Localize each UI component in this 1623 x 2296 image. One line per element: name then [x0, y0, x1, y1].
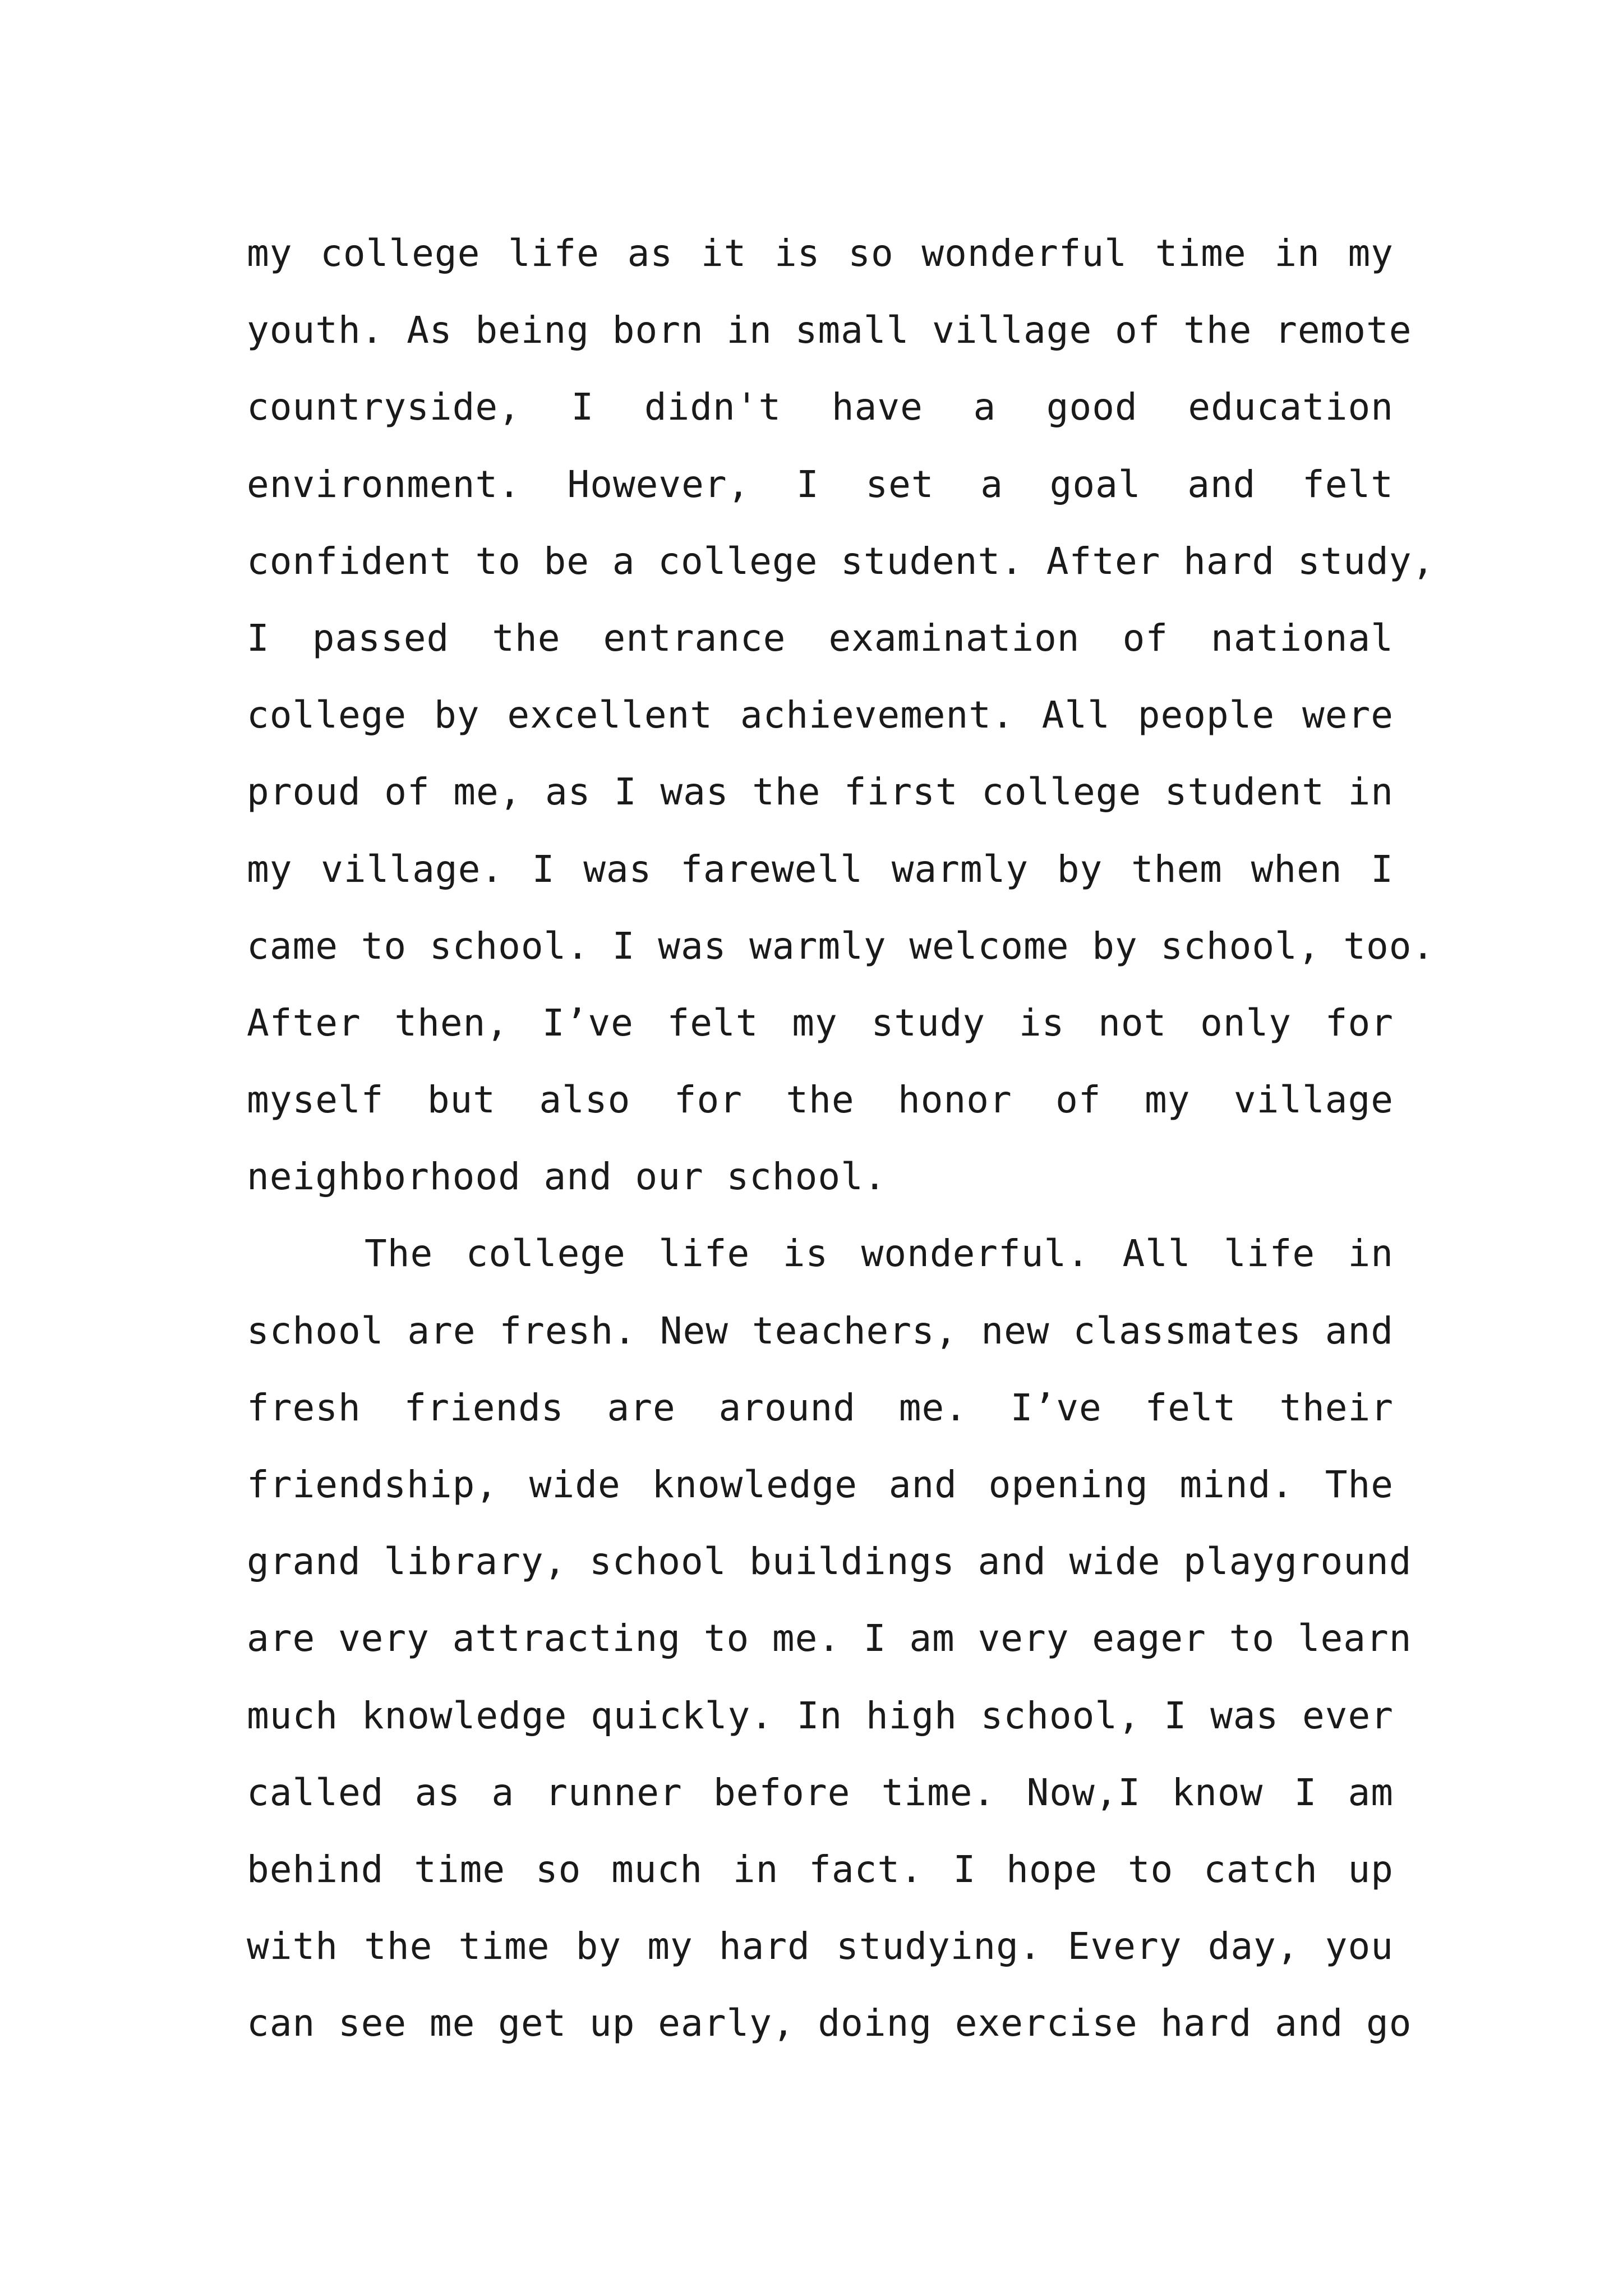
text-line: called as a runner before time. Now,I know I am: [247, 1770, 1394, 1814]
text-line: my college life as it is so wonderful time in my: [247, 232, 1394, 275]
text-line: countryside, I didn't have a good education: [247, 385, 1394, 429]
text-line: I passed the entrance examination of national: [247, 616, 1394, 660]
text-line: my village. I was farewell warmly by them when I: [247, 847, 1394, 891]
text-line: came to school. I was warmly welcome by school, too.: [247, 924, 1435, 968]
text-line: can see me get up early, doing exercise hard and go: [247, 2001, 1412, 2045]
text-line: The college life is wonderful. All life in: [365, 1232, 1394, 1276]
text-line: proud of me, as I was the first college student in: [247, 770, 1394, 814]
text-line: neighborhood and our school.: [247, 1155, 887, 1199]
text-line: are very attracting to me. I am very eager to learn: [247, 1617, 1412, 1660]
text-line: school are fresh. New teachers, new classmates and: [247, 1309, 1394, 1352]
text-line: much knowledge quickly. In high school, I was ever: [247, 1694, 1394, 1737]
text-line: fresh friends are around me. I’ve felt their: [247, 1386, 1394, 1429]
text-line: friendship, wide knowledge and opening mind. The: [247, 1463, 1394, 1506]
text-line: environment. However, I set a goal and felt: [247, 462, 1394, 506]
text-line: college by excellent achievement. All people were: [247, 693, 1394, 737]
text-line: myself but also for the honor of my village: [247, 1078, 1394, 1122]
text-line: behind time so much in fact. I hope to catch up: [247, 1847, 1394, 1891]
body-text: [247, 215, 1435, 2062]
text-line: youth. As being born in small village of the remote: [247, 309, 1412, 352]
text-line: with the time by my hard studying. Every day, you: [247, 1925, 1394, 1968]
text-line: confident to be a college student. After hard study,: [247, 539, 1435, 583]
text-line: grand library, school buildings and wide playground: [247, 1540, 1412, 1584]
text-line: After then, I’ve felt my study is not only for: [247, 1001, 1394, 1045]
